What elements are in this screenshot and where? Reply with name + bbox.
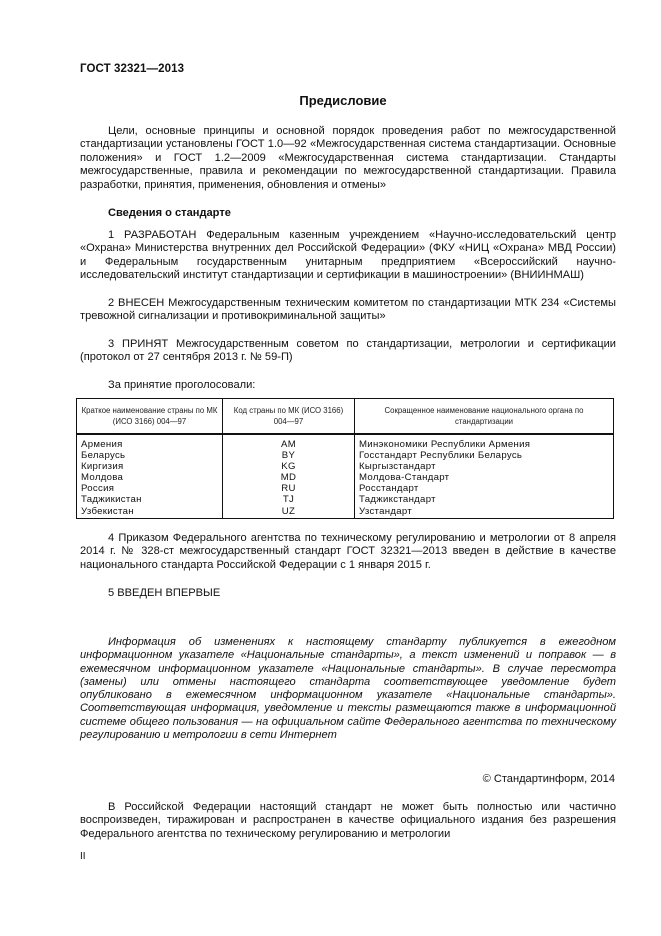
table-row <box>77 472 614 483</box>
page-title: Предисловие <box>299 93 387 108</box>
header-code: Код страны по МК (ИСО 3166) 004—97 <box>223 399 355 435</box>
info-item-2: 2 ВНЕСЕН Межгосударственным техническим комитетом по стандартизации МТК 234 «Системы тревожной сигнализации и противокриминальной защиты» <box>80 297 616 323</box>
table-row <box>77 461 614 472</box>
changes-notice: Информация об изменениях к настоящему стандарту публикуется в ежегодном информационном указателе «Национальные стандарты», а текст изменений и поправок — в ежемесячном информационном указателе «Национальные стандарты». В случае пересмотра (замены) или отмены настоящего стандарта соответствующее уведомление будет опубликовано в ежемесячном информационном указателе «Национальные стандарты». Соответствующая информация, уведомление и тексты размещаются также в информационной системе общего пользования — на официальном сайте Федерального агентства по техническому регулированию и метрологии в сети Интернет <box>80 636 616 742</box>
code-cell: AM <box>223 434 355 450</box>
rights-notice: В Российской Федерации настоящий стандарт не может быть полностью или частично воспроизведен, тиражирован и распространен в качестве официального издания без разрешения Федерального агентства по техническому регулированию и метрологии <box>80 801 616 840</box>
info-item-4: 4 Приказом Федерального агентства по техническому регулированию и метрологии от 8 апреля 2014 г. № 328-ст межгосударственный стандарт ГОСТ 32321—2013 введен в действие в качестве национального стандарта Российской Федерации с 1 января 2015 г. <box>80 532 616 571</box>
info-item-1: 1 РАЗРАБОТАН Федеральным казенным учреждением «Научно-исследовательский центр «Охрана» Министерства внутренних дел Российской Федерации» (ФКУ «НИЦ «Охрана» МВД России) и Федеральным государственным унитарным предприятием «Всероссийский научно-исследовательский институт стандартизации и сертификации в машиностроении» (ВНИИНМАШ) <box>80 229 616 282</box>
info-item-5: 5 ВВЕДЕН ВПЕРВЫЕ <box>108 587 221 599</box>
intro-paragraph: Цели, основные принципы и основной порядок проведения работ по межгосударственной стандартизации установлены ГОСТ 1.0—92 «Межгосударственная система стандартизации. Основные положения» и ГОСТ 1.2—2009 «Межгосударственная система стандартизации. Стандарты межгосударственные, правила и рекомендации по межгосударственной стандартизации. Правила разработки, принятия, применения, обновления и отмены» <box>80 125 616 191</box>
table-row <box>77 483 614 494</box>
header-body: Сокращенное наименование национального органа по стандартизации <box>355 399 614 435</box>
country-cell: Таджикистан <box>77 494 223 505</box>
document-code: ГОСТ 32321—2013 <box>80 63 185 75</box>
code-cell: MD <box>223 472 355 483</box>
table-header-row <box>77 399 614 435</box>
copyright-notice: © Стандартинформ, 2014 <box>482 773 615 785</box>
country-cell: Армения <box>77 434 223 450</box>
code-cell: TJ <box>223 494 355 505</box>
standard-info-heading: Сведения о стандарте <box>108 207 231 219</box>
page-number: II <box>80 851 86 862</box>
body-cell: Минэкономики Республики Армения <box>355 434 614 450</box>
code-cell: UZ <box>223 506 355 519</box>
code-cell: BY <box>223 450 355 461</box>
table-row <box>77 434 614 450</box>
country-cell: Узбекистан <box>77 506 223 519</box>
table-row <box>77 450 614 461</box>
info-item-3: 3 ПРИНЯТ Межгосударственным советом по стандартизации, метрологии и сертификации (протокол от 27 сентября 2013 г. № 59-П) <box>80 338 616 364</box>
code-cell: KG <box>223 461 355 472</box>
table-row <box>77 506 614 519</box>
votes-table <box>76 398 614 519</box>
table-row <box>77 494 614 505</box>
body-cell: Кыргызстандарт <box>355 461 614 472</box>
body-cell: Госстандарт Республики Беларусь <box>355 450 614 461</box>
country-cell: Киргизия <box>77 461 223 472</box>
country-cell: Молдова <box>77 472 223 483</box>
header-country: Краткое наименование страны по МК (ИСО 3166) 004—97 <box>77 399 223 435</box>
body-cell: Таджикстандарт <box>355 494 614 505</box>
code-cell: RU <box>223 483 355 494</box>
votes-label: За принятие проголосовали: <box>108 379 256 391</box>
country-cell: Беларусь <box>77 450 223 461</box>
country-cell: Россия <box>77 483 223 494</box>
body-cell: Молдова-Стандарт <box>355 472 614 483</box>
body-cell: Росстандарт <box>355 483 614 494</box>
body-cell: Узстандарт <box>355 506 614 519</box>
